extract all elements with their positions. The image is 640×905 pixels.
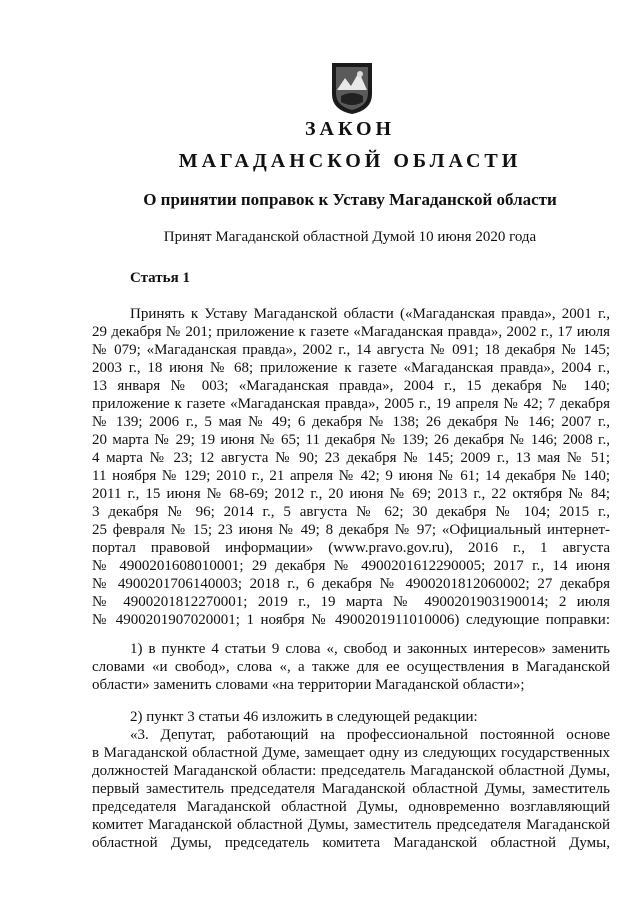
body-line: № 4900201608010001; 29 декабря № 4900201612290005; 2017 г., 14 июня [92,558,610,574]
item1-line: словами «и свобод», слова «, а также для ее осуществления в Магаданской [92,659,610,675]
item2-line: первый заместитель председателя Магаданской областной Думы, заместитель [92,781,610,797]
body-line: 20 марта № 29; 19 июня № 65; 11 декабря № 139; 26 декабря № 146; 2008 г., [92,432,610,448]
item2-line: 2) пункт 3 статьи 46 изложить в следующей редакции: [130,709,478,725]
body-line: 13 января № 003; «Магаданская правда», 2004 г., 15 декабря № 140; [92,378,610,394]
coat-of-arms-icon [329,60,375,116]
item2-line: в Магаданской областной Думе, замещает одну из следующих государственных [92,745,610,761]
item2-line: комитет Магаданской областной Думы, заместитель председателя Магаданской [92,817,610,833]
body-line: 2011 г., 15 июня № 68-69; 2012 г., 20 июня № 69; 2013 г., 22 октября № 84; [92,486,610,502]
body-line: 11 ноября № 129; 2010 г., 21 апреля № 42; 9 июня № 61; 14 декабря № 140; [92,468,610,484]
body-line: портал правовой информации» (www.pravo.gov.ru), 2016 г., 1 августа [92,540,610,556]
body-line: № 4900201812270001; 2019 г., 19 марта № 4900201903190014; 2 июля [92,594,610,610]
law-title: ЗАКОН [304,118,396,140]
item1-line: 1) в пункте 4 статьи 9 слова «, свобод и законных интересов» заменить [130,641,610,657]
article-heading: Статья 1 [130,270,190,286]
adoption-line: Принят Магаданской областной Думой 10 июня 2020 года [163,229,537,245]
item2-line: председателя Магаданской областной Думы, одновременно возглавляющий [92,799,610,815]
item1-line: области» заменить словами «на территории Магаданской области»; [92,677,525,693]
law-region: МАГАДАНСКОЙ ОБЛАСТИ [178,150,522,172]
body-line: 2003 г., 18 июня № 68; приложение к газете «Магаданская правда», 2004 г., [92,360,610,376]
item2-line: «3. Депутат, работающий на профессиональной постоянной основе [130,727,610,743]
body-line: 4 марта № 23; 12 августа № 90; 23 декабря № 145; 2009 г., 13 мая № 51; [92,450,610,466]
item2-line: должностей Магаданской области: председатель Магаданской областной Думы, [92,763,610,779]
law-subject: О принятии поправок к Уставу Магаданской области [143,190,557,209]
body-line: 25 февраля № 15; 23 июня № 49; 8 декабря № 97; «Официальный интернет- [92,522,610,538]
body-line: № 079; «Магаданская правда», 2002 г., 14 августа № 091; 18 декабря № 145; [92,342,610,358]
body-line: 3 декабря № 96; 2014 г., 5 августа № 62; 30 декабря № 104; 2015 г., [92,504,610,520]
body-line: приложение к газете «Магаданская правда», 2005 г., 19 апреля № 42; 7 декабря [92,396,610,412]
item2-line: областной Думы, председатель комитета Магаданской областной Думы, [92,835,610,851]
body-line: № 4900201907020001; 1 ноября № 4900201911010006) следующие поправки: [92,612,610,628]
body-line: № 139; 2006 г., 5 мая № 49; 6 декабря № 138; 26 декабря № 146; 2007 г., [92,414,610,430]
body-line: № 4900201706140003; 2018 г., 6 декабря № 4900201812060002; 27 декабря [92,576,610,592]
body-line: 29 декабря № 201; приложение к газете «Магаданская правда», 2002 г., 17 июля [92,324,610,340]
body-line: Принять к Уставу Магаданской области («Магаданская правда», 2001 г., [130,306,610,322]
